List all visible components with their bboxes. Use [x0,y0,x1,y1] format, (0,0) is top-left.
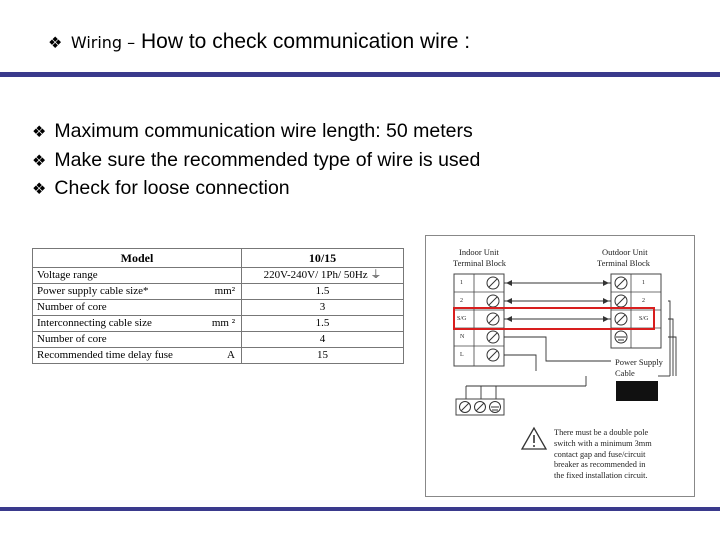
outdoor-terminal-2: 2 [642,298,645,304]
spec-table [32,248,404,364]
power-supply-label: Power Supply [615,357,663,367]
warning-triangle-icon [521,427,547,451]
diamond-bullet-icon: ❖ [32,124,47,141]
table-row: Power supply cable size* mm² 1.5 [33,284,404,300]
bottom-divider [0,507,720,511]
diamond-bullet-icon: ❖ [32,181,47,198]
bullet-item: ❖ Make sure the recommended type of wire is used [32,147,480,176]
indoor-terminal-sg: S/G [457,316,467,322]
indoor-terminal-n: N [460,334,465,340]
header-model: Model [33,249,242,268]
diamond-bullet-icon: ❖ [48,35,63,52]
table-row: Voltage range 220V-240V/ 1Ph/ 50Hz ⏚ [33,268,404,284]
diamond-bullet-icon: ❖ [32,152,47,170]
indoor-terminal-1: 1 [460,280,463,286]
top-divider [0,72,720,77]
earth-symbol-icon: ⏚ [370,269,382,281]
outdoor-terminal-sg: S/G [639,316,649,322]
slide-title [48,30,470,54]
table-header-row [33,249,404,268]
table-row: Recommended time delay fuse A 15 [33,348,404,364]
title-main: How to check communication wire : [135,30,471,53]
warning-note: There must be a double pole switch with a minimum 3mm contact gap and fuse/circuit breaker as recommended in the fixed installation circuit. [554,428,652,481]
indoor-unit-label: Indoor Unit [459,247,499,257]
table-row: Number of core 4 [33,332,404,348]
bullet-item: ❖ Check for loose connection [32,175,480,204]
outdoor-unit-label: Outdoor Unit [602,247,648,257]
header-model-value: 10/15 [242,249,404,268]
outdoor-terminal-1: 1 [642,280,645,286]
table-row: Number of core 3 [33,300,404,316]
indoor-terminal-block-label: Terminal Block [453,258,506,268]
cable-label: Cable [615,368,635,378]
indoor-terminal-2: 2 [460,298,463,304]
wiring-diagram [425,235,695,497]
title-prefix: Wiring – [70,33,136,52]
bullet-item: ❖ Maximum communication wire length: 50 meters [32,118,480,147]
indoor-terminal-l: L [460,352,464,358]
table-row: Interconnecting cable size mm ² 1.5 [33,316,404,332]
outdoor-terminal-block-label: Terminal Block [597,258,650,268]
bullet-list [32,118,480,204]
